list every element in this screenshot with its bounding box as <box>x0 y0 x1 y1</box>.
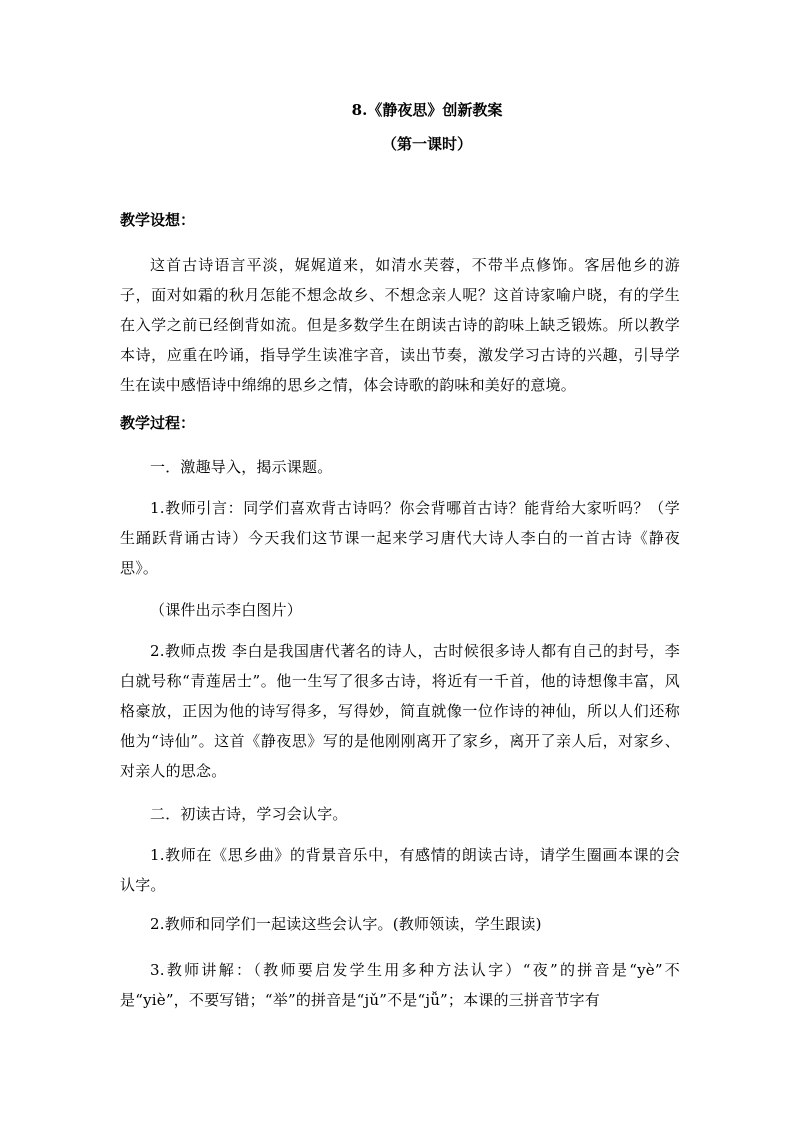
paragraph-design: 这首古诗语言平淡，娓娓道来，如清水芙蓉，不带半点修饰。客居他乡的游子，面对如霜的秋月怎能不想念故乡、不想念亲人呢？这首诗家喻户晓，有的学生在入学之前已经倒背如流。但是多数学生在朗读古诗的韵味上缺乏锻炼。所以教学本诗，应重在吟诵，指导学生读准字音，读出节奏，激发学习古诗的兴趣，引导学生在读中感悟诗中绵绵的思乡之情，体会诗歌的韵味和美好的意境。 <box>120 256 680 394</box>
paragraph-step2-2: 2.教师和同学们一起读这些会认字。(教师领读，学生跟读) <box>150 915 542 933</box>
paragraph-step1-1: 1.教师引言：同学们喜欢背古诗吗？你会背哪首古诗？能背给大家听吗？（学生踊跃背诵古诗）今天我们这节课一起来学习唐代大诗人李白的一首古诗《静夜思》。 <box>120 499 680 577</box>
section-heading-process: 教学过程： <box>120 414 196 432</box>
paragraph-step2-1: 1.教师在《思乡曲》的背景音乐中，有感情的朗读古诗，请学生圈画本课的会认字。 <box>120 846 680 894</box>
section-heading-design: 教学设想： <box>120 211 196 229</box>
step-title-2: 二．初读古诗，学习会认字。 <box>150 805 348 823</box>
paragraph-step1-note: （课件出示李白图片） <box>150 601 303 619</box>
paragraph-step1-2: 2.教师点拨 李白是我国唐代著名的诗人，古时候很多诗人都有自己的封号，李白就号称“青莲居士”。他一生写了很多古诗，将近有一千首，他的诗想像丰富，风格豪放，正因为他的诗写得多，写得妙，简直就像一位作诗的神仙，所以人们还称他为“诗仙”。这首《静夜思》写的是他刚刚离开了家乡，离开了亲人后，对家乡、对亲人的思念。 <box>120 642 680 780</box>
paragraph-step2-3: 3.教师讲解：（教师要启发学生用多种方法认字）“夜”的拼音是“yè”不是“yiè”，不要写错；“举”的拼音是“jǔ”不是“jǚ”；本课的三拼音节字有 <box>120 961 680 1009</box>
document-title: 8.《静夜思》创新教案 <box>351 101 503 119</box>
step-title-1: 一．激趣导入，揭示课题。 <box>150 458 333 476</box>
document-subtitle: （第一课时） <box>381 135 472 153</box>
